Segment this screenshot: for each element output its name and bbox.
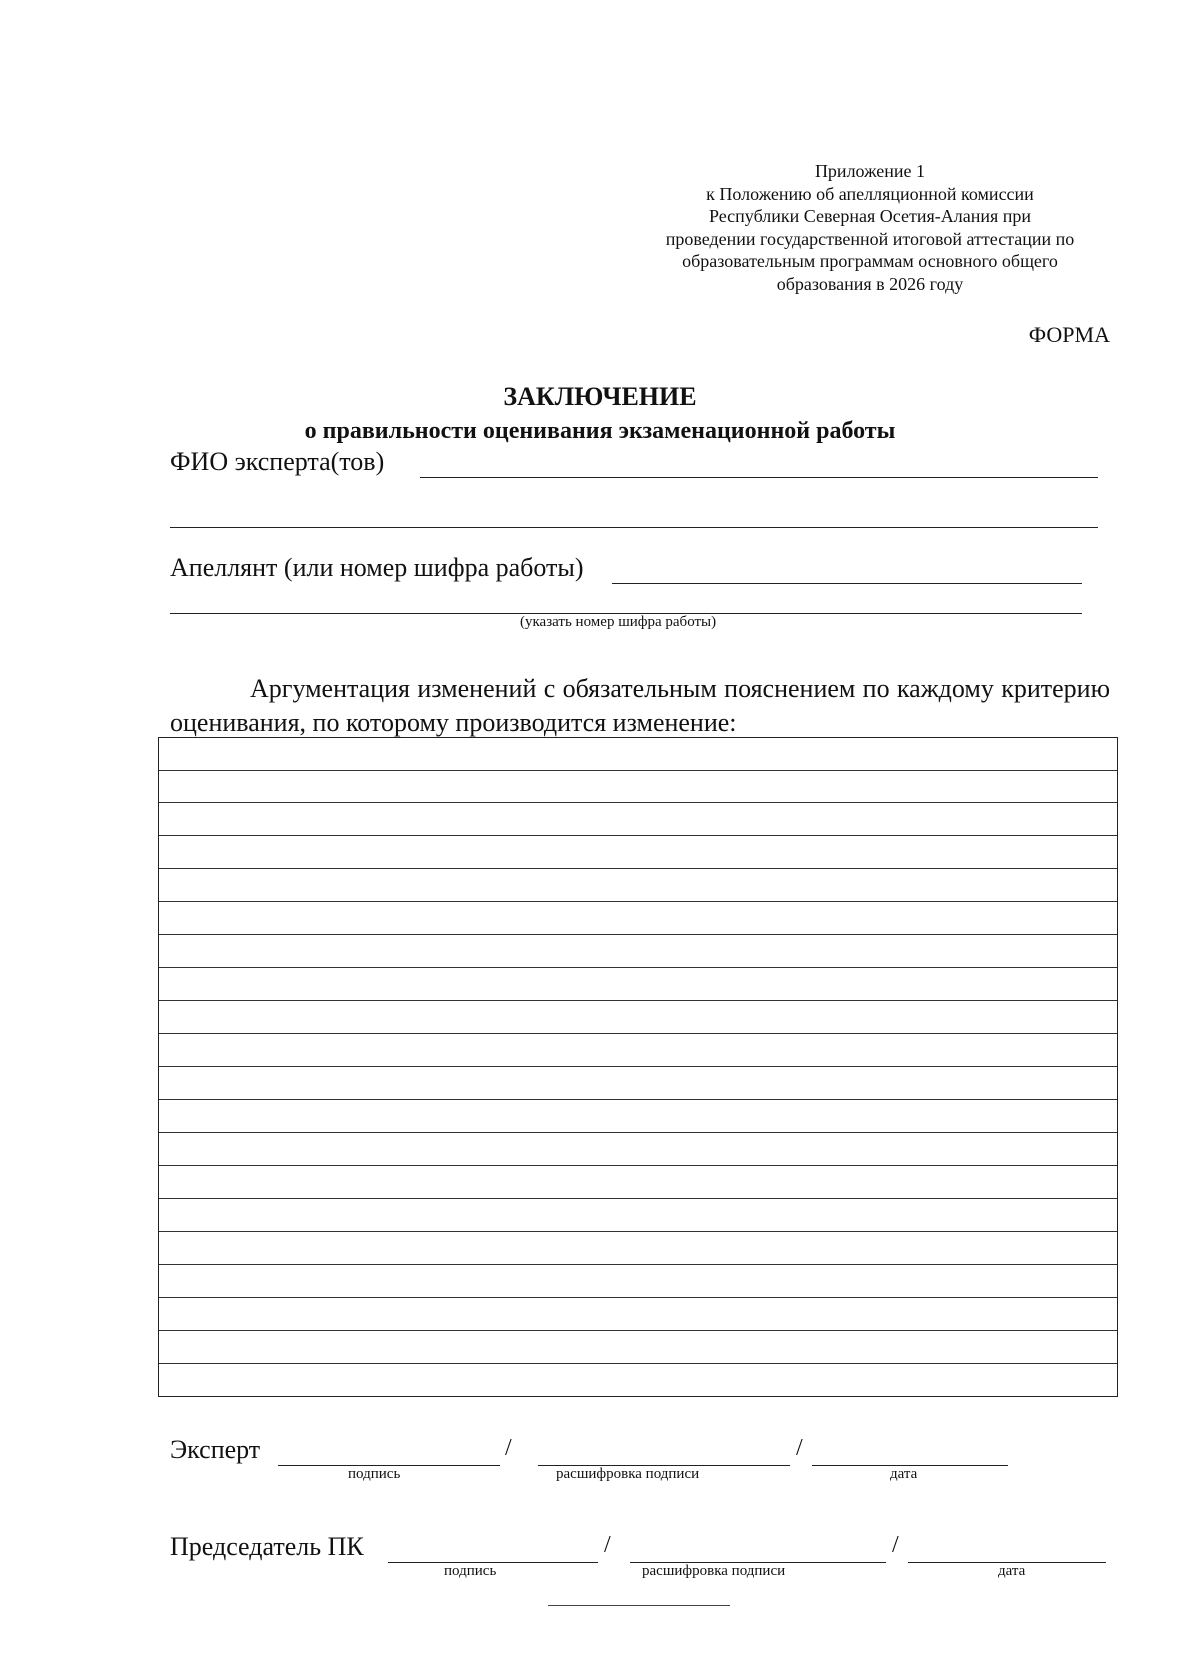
argumentation-text: Аргументация изменений с обязательным пояснением по каждому критерию оценивания, по которому производится изменение: — [170, 674, 1110, 737]
experts-input-line-2[interactable] — [170, 527, 1098, 528]
ruled-line — [159, 1363, 1117, 1364]
ruled-line — [159, 1231, 1117, 1232]
separator: / — [892, 1532, 899, 1558]
cipher-hint: (указать номер шифра работы) — [520, 614, 717, 630]
ruled-line — [159, 1033, 1117, 1034]
expert-signature-caption: подпись — [348, 1466, 401, 1482]
ruled-line — [159, 770, 1117, 771]
chairman-signature-caption: подпись — [444, 1563, 497, 1579]
ruled-line — [159, 1264, 1117, 1265]
footer-divider — [548, 1605, 730, 1606]
separator: / — [505, 1435, 512, 1461]
ruled-line — [159, 835, 1117, 836]
appellant-input-line[interactable] — [612, 583, 1082, 584]
ruled-line — [159, 1099, 1117, 1100]
appendix-line: проведении государственной итоговой аттестации по — [665, 228, 1075, 249]
ruled-line — [159, 1132, 1117, 1133]
expert-label: Эксперт — [170, 1435, 261, 1464]
appendix-line: образования в 2026 году — [776, 273, 964, 294]
appellant-label: Апеллянт (или номер шифра работы) — [170, 553, 584, 582]
document-title: ЗАКЛЮЧЕНИЕ — [503, 382, 697, 411]
chairman-decoding-caption: расшифровка подписи — [642, 1563, 786, 1579]
argumentation-box[interactable] — [158, 737, 1118, 1397]
separator: / — [796, 1435, 803, 1461]
appendix-line: Приложение 1 — [814, 161, 926, 181]
appendix-line: к Положению об апелляционной комиссии — [706, 183, 1034, 204]
ruled-line — [159, 1198, 1117, 1199]
ruled-line — [159, 1330, 1117, 1331]
chairman-date-caption: дата — [998, 1563, 1026, 1579]
experts-input-line[interactable] — [420, 477, 1098, 478]
ruled-line — [159, 802, 1117, 803]
ruled-line — [159, 901, 1117, 902]
ruled-line — [159, 967, 1117, 968]
ruled-line — [159, 1000, 1117, 1001]
ruled-line — [159, 1066, 1117, 1067]
ruled-line — [159, 1165, 1117, 1166]
ruled-line — [159, 934, 1117, 935]
experts-label: ФИО эксперта(тов) — [170, 447, 385, 476]
separator: / — [604, 1532, 611, 1558]
chairman-label: Председатель ПК — [170, 1532, 364, 1561]
document-subtitle: о правильности оценивания экзаменационной работы — [304, 418, 896, 444]
appendix-line: образовательным программам основного общего — [682, 251, 1058, 271]
expert-decoding-caption: расшифровка подписи — [556, 1466, 700, 1482]
appendix-header — [640, 160, 1100, 295]
ruled-line — [159, 1297, 1117, 1298]
form-label: ФОРМА — [1028, 322, 1110, 347]
ruled-line — [159, 868, 1117, 869]
appendix-line: Республики Северная Осетия-Алания при — [708, 206, 1032, 226]
expert-date-caption: дата — [890, 1466, 918, 1482]
